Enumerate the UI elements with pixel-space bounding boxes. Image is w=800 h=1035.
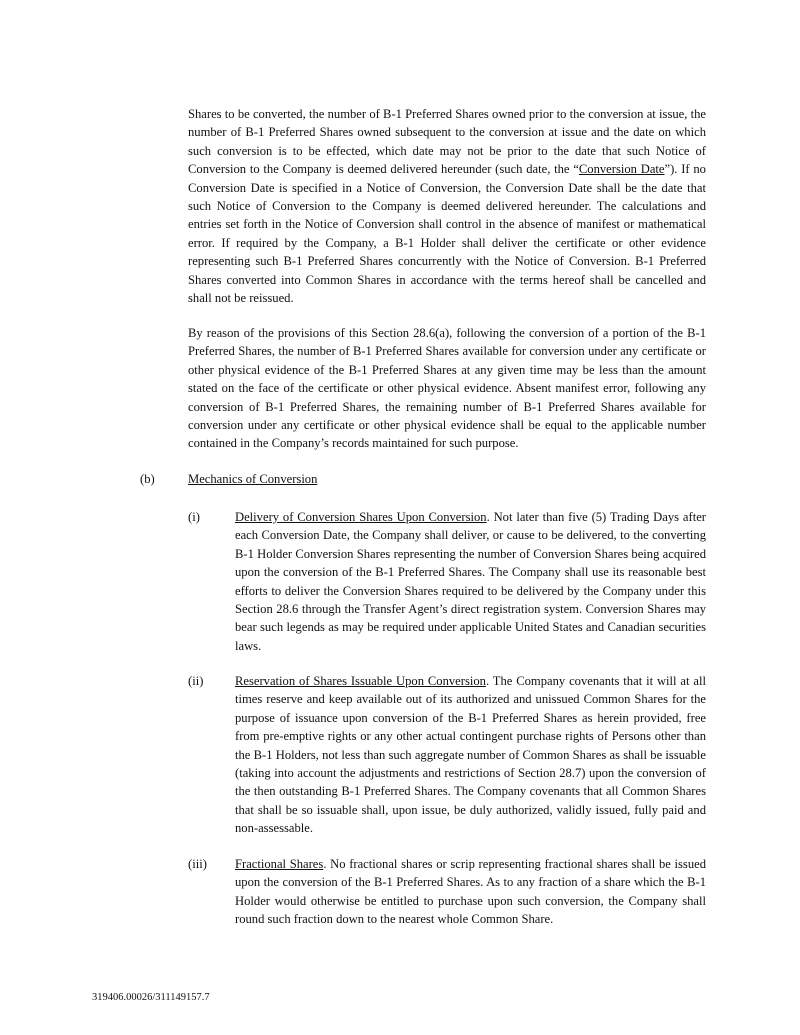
item-iii-body: . No fractional shares or scrip representing fractional shares shall be issued upon the conversion of the B-1 Preferred Shares. As to any fraction of a share which the B-1 Holder would otherwise be entitled to purchase upon such conversion, the Company shall round such fraction down to the nearest whole Common Share. bbox=[235, 857, 707, 927]
item-i-paragraph bbox=[235, 508, 706, 655]
item-ii-number: (ii) bbox=[188, 674, 204, 688]
conversion-notice-paragraph bbox=[188, 105, 706, 307]
item-ii-paragraph bbox=[235, 672, 706, 838]
item-i-title: Delivery of Conversion Shares Upon Conversion bbox=[235, 510, 487, 524]
section-b-label: (b) bbox=[140, 472, 155, 486]
item-i-body: . Not later than five (5) Trading Days after each Conversion Date, the Company shall deliver, or cause to be delivered, to the converting B-1 Holder Conversion Shares representing the number of Conversion Shares being acquired upon the conversion of the B-1 Preferred Shares. The Company shall use its reasonable best efforts to deliver the Conversion Shares required to be delivered by the Company under this Section 28.6 through the Transfer Agent’s direct registration system. Conversion Shares may bear such legends as may be required under applicable United States and Canadian securities laws. bbox=[235, 510, 706, 653]
paragraph-1-text-before: Shares to be converted, the number of B-1 Preferred Shares owned prior to the conversion at issue, the number of B-1 Preferred Shares owned subsequent to the conversion at issue and the date on which such conversion is to be effected, which date may not be prior to the date that such Notice of Conversion to the Company is deemed delivered hereunder (such date, the “ bbox=[188, 107, 706, 177]
item-ii-body: . The Company covenants that it will at all times reserve and keep available out of its authorized and unissued Common Shares for the purpose of issuance upon conversion of the B-1 Preferred Shares as herein provided, free from pre-emptive rights or any other actual contingent purchase rights of Persons other than the B-1 Holders, not less than such aggregate number of Common Shares as shall be issuable (taking into account the adjustments and restrictions of Section 28.7) upon the conversion of the then outstanding B-1 Preferred Shares. The Company covenants that all Common Shares that shall be so issuable shall, upon issue, be duly authorized, validly issued, fully paid and non-assessable. bbox=[235, 674, 706, 836]
section-28-6a-paragraph: By reason of the provisions of this Section 28.6(a), following the conversion of a portion of the B-1 Preferred Shares, the number of B-1 Preferred Shares available for conversion under any certificate or other physical evidence of the B-1 Preferred Shares at any given time may be less than the amount stated on the face of the certificate or other physical evidence. Absent manifest error, following any conversion of B-1 Preferred Shares, the remaining number of B-1 Preferred Shares available for conversion under any certificate or other physical evidence shall be equal to the applicable number contained in the Company’s records maintained for such purpose. bbox=[188, 326, 706, 451]
item-i-number: (i) bbox=[188, 510, 200, 524]
item-iii-number: (iii) bbox=[188, 857, 207, 871]
section-b-heading: Mechanics of Conversion bbox=[188, 472, 318, 486]
paragraph-1-text-after: ”). If no Conversion Date is specified in a Notice of Conversion, the Conversion Date shall be the date that such Notice of Conversion to the Company is deemed delivered hereunder. The calculations and entries set forth in the Notice of Conversion shall control in the absence of manifest or mathematical error. If required by the Company, a B-1 Holder shall deliver the certificate or other evidence representing such B-1 Preferred Shares concurrently with the Notice of Conversion. B-1 Preferred Shares converted into Common Shares in accordance with the terms hereof shall be cancelled and shall not be reissued. bbox=[188, 162, 706, 306]
document-id-footer: 319406.00026/311149157.7 bbox=[92, 992, 210, 1003]
item-ii-title: Reservation of Shares Issuable Upon Conversion bbox=[235, 674, 486, 688]
item-iii-title: Fractional Shares bbox=[235, 857, 324, 871]
conversion-date-term: Conversion Date bbox=[578, 162, 665, 177]
item-iii-paragraph bbox=[235, 855, 706, 929]
